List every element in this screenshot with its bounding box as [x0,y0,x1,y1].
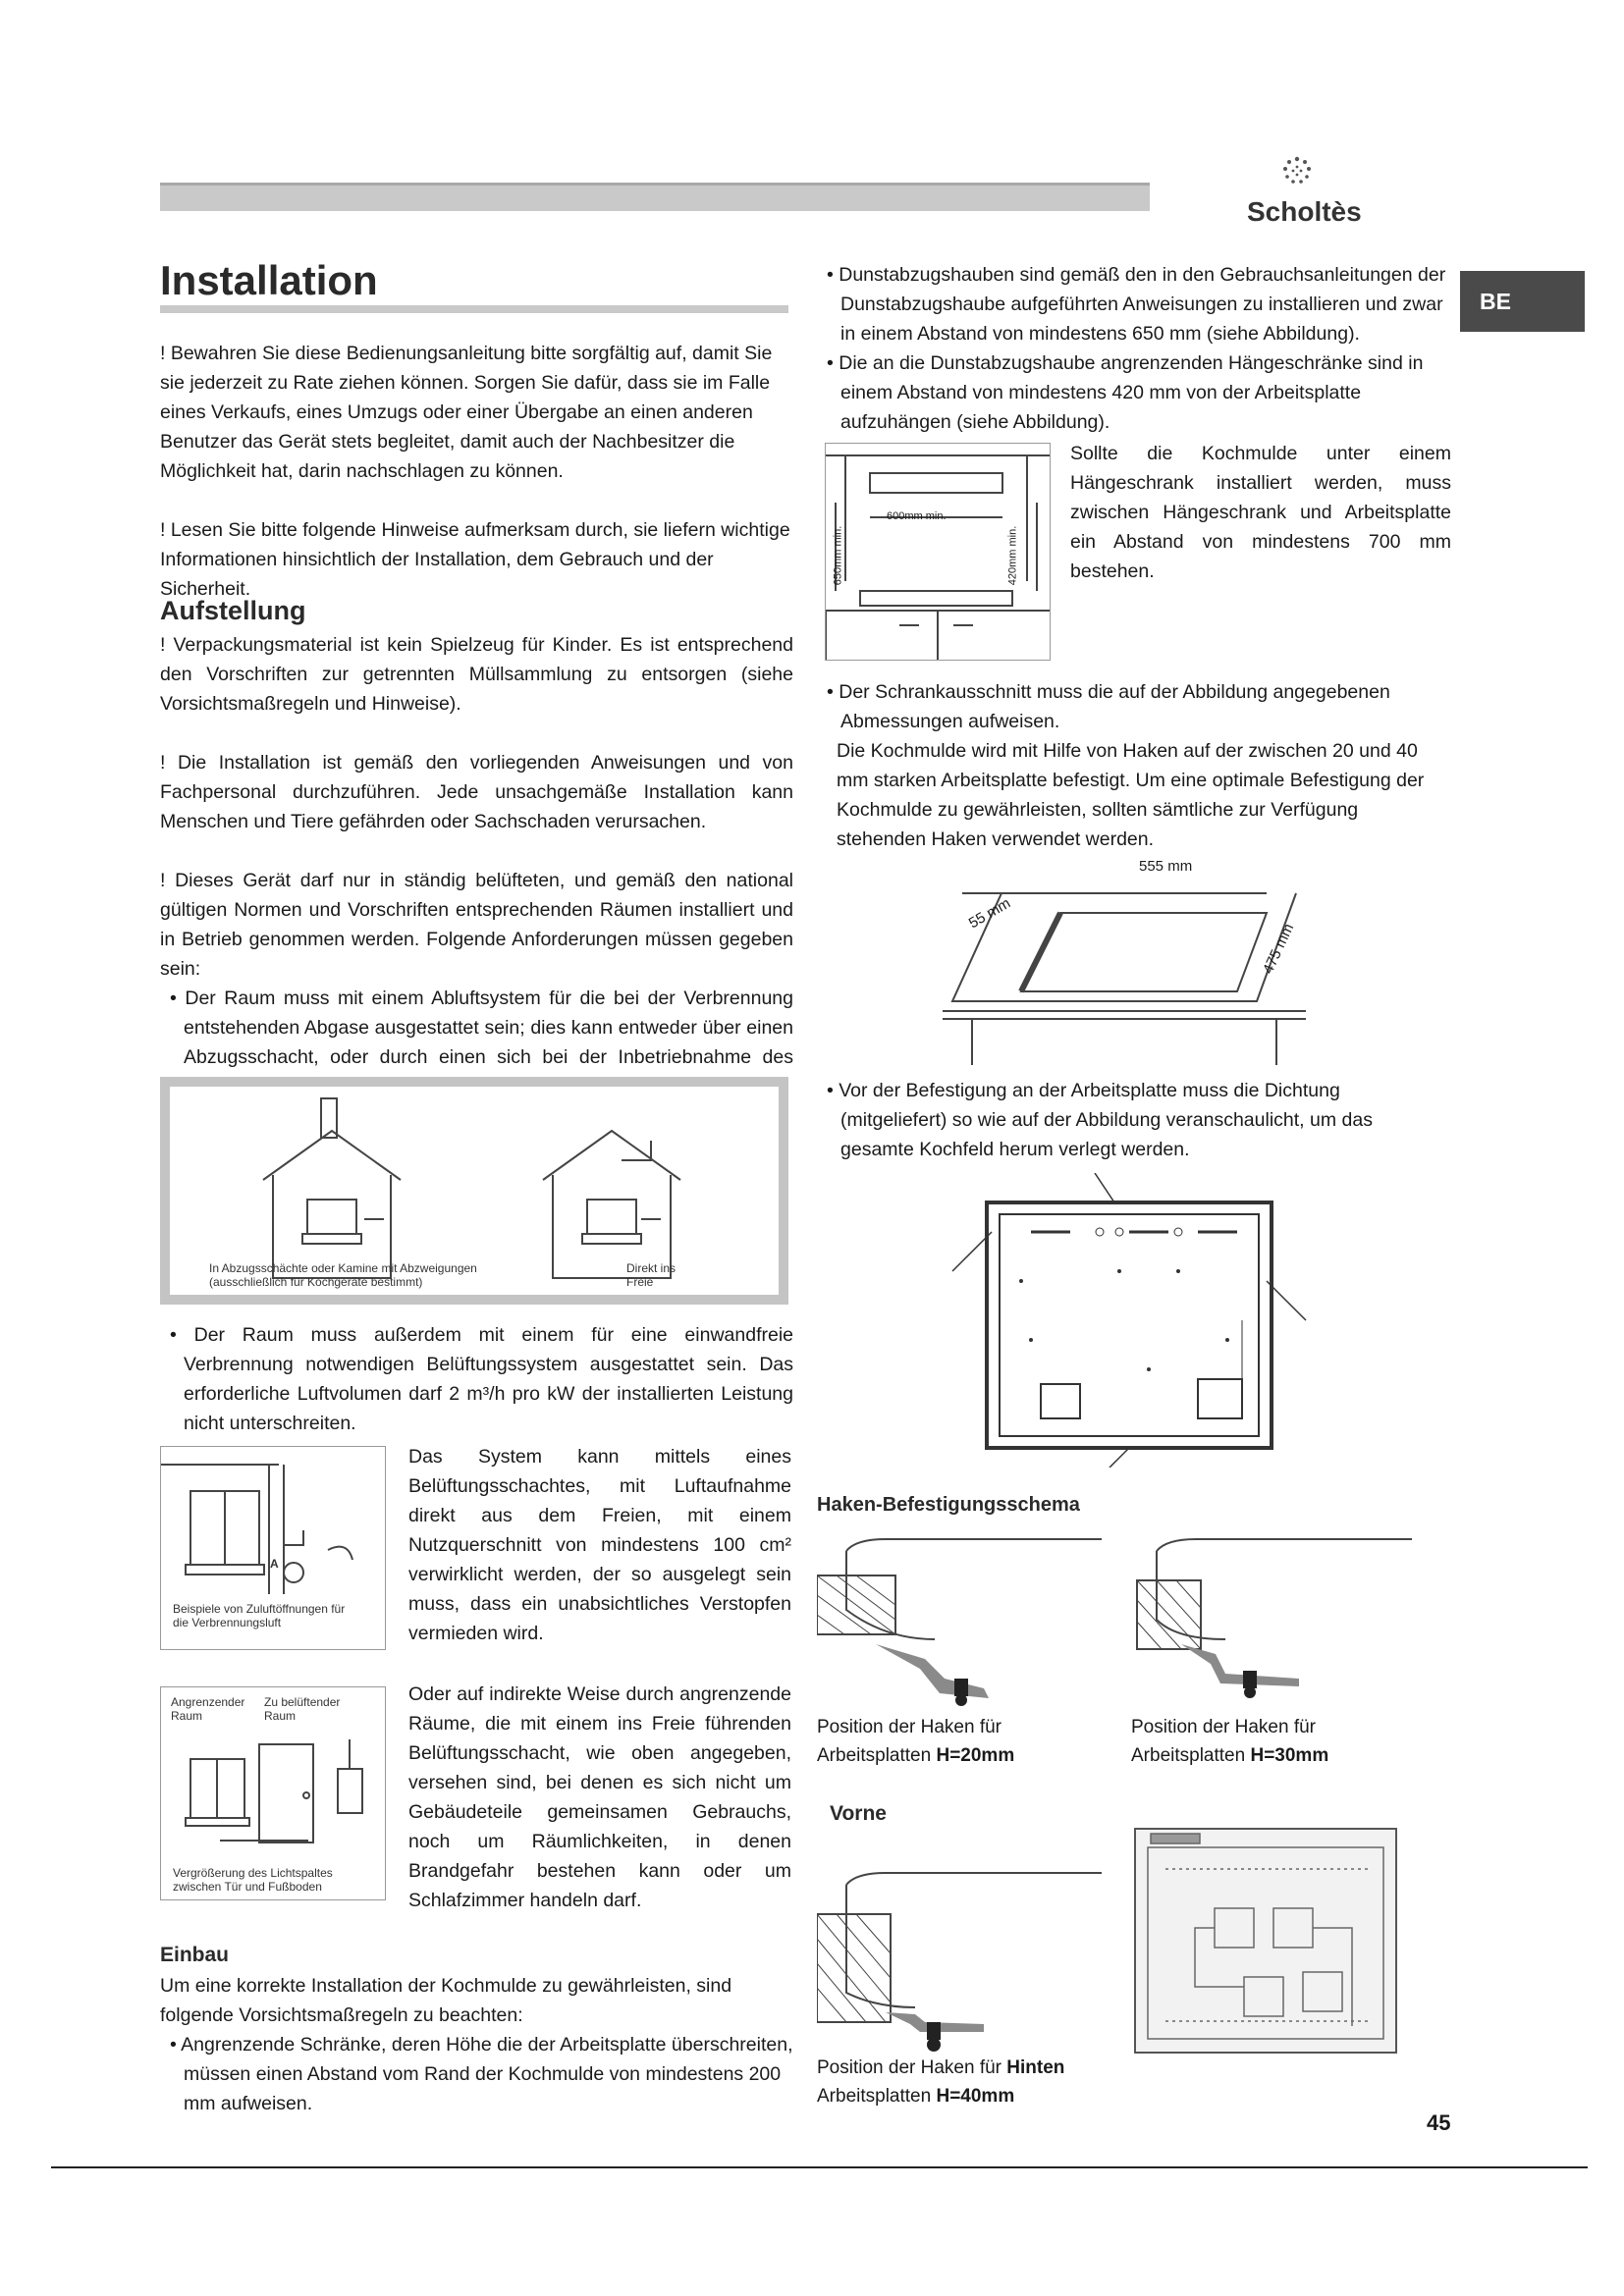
hook-30mm-caption-line2: Arbeitsplatten [1131,1745,1246,1766]
right-column-mid [817,677,1450,854]
rear-label: Hinten [1006,2057,1065,2078]
right-column-top [817,260,1450,437]
hook-30mm-height: H=30mm [1250,1745,1329,1766]
adjacent-room-figure [160,1686,386,1900]
inlet-label-a: A [270,1557,279,1571]
language-tab: BE [1460,271,1585,332]
hook-40mm-caption-line2: Arbeitsplatten [817,2086,932,2107]
left-column [160,339,790,604]
seal-figure [933,1173,1326,1468]
einbau-body [160,1971,793,2118]
hook-20mm-caption-line2: Arbeitsplatten [817,1745,932,1766]
hook-diagram-30mm [1127,1531,1412,1708]
cutout-bullet: • Der Schrankausschnitt muss die auf der Abbildung angegebenen Abmessungen aufweisen. [817,677,1450,736]
intro-paragraph-2: ! Lesen Sie bitte folgende Hinweise aufmerksam durch, sie liefern wichtige Informationen hinsichtlich der Installation, dem Gebrauch und der Sicherheit. [160,519,790,600]
cutout-depth: 475 mm [1259,921,1298,977]
air-inlet-caption: Beispiele von Zuluftöffnungen für die Verbrennungsluft [173,1602,346,1629]
aufstellung-bullet-1: • Der Raum muss mit einem Abluftsystem für die bei der Verbrennung entstehenden Abgase ausgestattet sein; dies kann entweder über einen Abzugsschacht, oder durch einen sich bei der Inbetriebnahme des [160,984,793,1101]
hook-40mm-caption [817,2054,1131,2110]
hook-20mm-height: H=20mm [936,1745,1015,1766]
brand-name: Scholtès [1247,196,1362,227]
adjacent-room-illustration [161,1725,385,1852]
door-gap-caption: Vergrößerung des Lichtspaltes zwischen Tür und Fußboden [173,1866,333,1894]
footer-rule [51,2166,1588,2168]
hook-40mm-illustration [817,1865,1102,2061]
hood-dim-width: 600mm min. [887,510,947,522]
room-to-ventilate-label: Zu belüftender Raum [264,1695,341,1723]
indirect-ventilation-text: Oder auf indirekte Weise durch angrenzende Räume, die mit einem ins Freie führenden Belüftungsschacht, wie oben angegeben, versehen sind, bei denen es sich nicht um Gebäudeteile gemeinsamen Gebrauchs, noch um Räumlichkeiten, in denen Brandgefahr bestehen kann oder um Schlafzimmer handeln darf. [408,1683,791,1911]
hood-cabinet-text: Sollte die Kochmulde unter einem Hängeschrank installiert werden, muss zwischen Hängeschrank und Arbeitsplatte ein Abstand von mindestens 700 mm bestehen. [1070,443,1451,582]
cutout-width: 555 mm [1139,858,1193,875]
hook-30mm-caption-line1: Position der Haken für [1131,1717,1316,1737]
ventilation-shaft-text: Das System kann mittels eines Belüftungsschachtes, mit Luftaufnahme direkt aus dem Freien, mit einem Nutzquerschnitt von mindestens 100 cm² verwirklicht werden, der so ausgelegt sein muss, dass ein unabsichtliches Verstopfen vermieden wird. [408,1446,791,1644]
ventilation-bullet-block [160,1320,793,1438]
hob-seal-illustration [933,1173,1326,1468]
hook-30mm-caption [1131,1713,1445,1770]
exhaust-caption-2: Direkt ins Freie [626,1261,677,1289]
exhaust-figure [160,1077,788,1305]
title-underline [160,305,788,313]
hood-figure [825,443,1051,661]
hook-40mm-height: H=40mm [936,2086,1015,2107]
section-heading-aufstellung: Aufstellung [160,596,306,625]
aufstellung-body [160,630,793,1101]
hook-diagram-40mm [817,1865,1102,2061]
hook-30mm-illustration [1127,1531,1412,1708]
window-wall-illustration [161,1447,385,1594]
aufstellung-paragraph-1: ! Verpackungsmaterial ist kein Spielzeug für Kinder. Es ist entsprechend den Vorschriften zur getrennten Müllsammlung zu entsorgen (siehe Vorsichtsmaßregeln und Hinweise). [160,634,793,715]
aufstellung-bullet-2: • Der Raum muss außerdem mit einem für eine einwandfreie Verbrennung notwendigen Belüftungssystem ausgestattet sein. Das erforderliche Luftvolumen darf 2 m³/h pro kW der installierten Leistung nicht unterschreiten. [160,1320,793,1438]
front-label: Vorne [830,1802,887,1825]
hook-20mm-illustration [817,1531,1102,1708]
hook-diagram-20mm [817,1531,1102,1708]
aufstellung-paragraph-3: ! Dieses Gerät darf nur in ständig belüfteten, und gemäß den national gültigen Normen und Vorschriften entsprechenden Räumen installiert und in Betrieb genommen werden. Folgende Anforderungen müssen gegeben sein: [160,870,793,980]
cutout-figure [943,854,1306,1072]
hook-20mm-caption-line1: Position der Haken für [817,1717,1001,1737]
hob-underside-figure [1134,1828,1397,2054]
page-title: Installation [160,257,378,303]
intro-paragraph-1: ! Bewahren Sie diese Bedienungsanleitung bitte sorgfältig auf, damit Sie sie jederzeit zu Rate ziehen können. Sorgen Sie dafür, dass sie im Falle eines Verkaufs, eines Umzugs oder einer Übergabe an einen anderen Benutzer das Gerät stets begleitet, damit auch der Nachbesitzer die Möglichkeit hat, darin nachschlagen zu können. [160,343,773,482]
header-bar [160,183,1150,211]
section-heading-einbau: Einbau [160,1944,230,1966]
hood-dim-height-420: 420mm min. [1006,525,1019,586]
hob-underside-illustration [1136,1830,1395,2052]
hook-40mm-caption-line1: Position der Haken für [817,2057,1001,2078]
hook-schema-title: Haken-Befestigungsschema [817,1494,1080,1516]
air-inlet-figure [160,1446,386,1650]
page-number: 45 [1427,2110,1451,2135]
adjacent-room-label: Angrenzender Raum [171,1695,245,1723]
right-column-seal [817,1076,1450,1164]
brand-logo-icon [1276,153,1318,192]
cutout-illustration [943,854,1306,1072]
einbau-paragraph-1: Um eine korrekte Installation der Kochmulde zu gewährleisten, sind folgende Vorsichtsmaßregeln zu beachten: [160,1975,732,2026]
hood-dim-height-650: 650mm min. [832,525,844,586]
cutout-margin: 55 mm [965,894,1014,933]
einbau-bullet-1: • Angrenzende Schränke, deren Höhe die der Arbeitsplatte überschreiten, müssen einen Abstand vom Rand der Kochmulde von mindestens 200 mm aufweisen. [160,2030,793,2118]
exhaust-caption-1: In Abzugsschächte oder Kamine mit Abzweigungen (ausschließlich für Kochgeräte bestimmt) [209,1261,477,1289]
hook-20mm-caption [817,1713,1141,1770]
hook-fixing-paragraph: Die Kochmulde wird mit Hilfe von Haken auf der zwischen 20 und 40 mm starken Arbeitsplatte befestigt. Um eine optimale Befestigung der Kochmulde zu gewährleisten, sollten sämtliche zur Verfügung stehenden Haken verwendet werden. [837,740,1425,850]
aufstellung-paragraph-2: ! Die Installation ist gemäß den vorliegenden Anweisungen und von Fachpersonal durchzuführen. Jede unsachgemäße Installation kann Menschen und Tiere gefährden oder Sachschaden verursachen. [160,752,793,832]
seal-bullet: • Vor der Befestigung an der Arbeitsplatte muss die Dichtung (mitgeliefert) so wie auf der Abbildung veranschaulicht, um das gesamte Kochfeld herum verlegt werden. [817,1076,1450,1164]
hood-bullet-2: • Die an die Dunstabzugshaube angrenzenden Hängeschränke sind in einem Abstand von mindestens 420 mm von der Arbeitsplatte aufzuhängen (siehe Abbildung). [817,348,1450,437]
hood-bullet-1: • Dunstabzugshauben sind gemäß den in den Gebrauchsanleitungen der Dunstabzugshaube aufgeführten Anweisungen zu installieren und zwar in einem Abstand von mindestens 650 mm (siehe Abbildung). [817,260,1450,348]
